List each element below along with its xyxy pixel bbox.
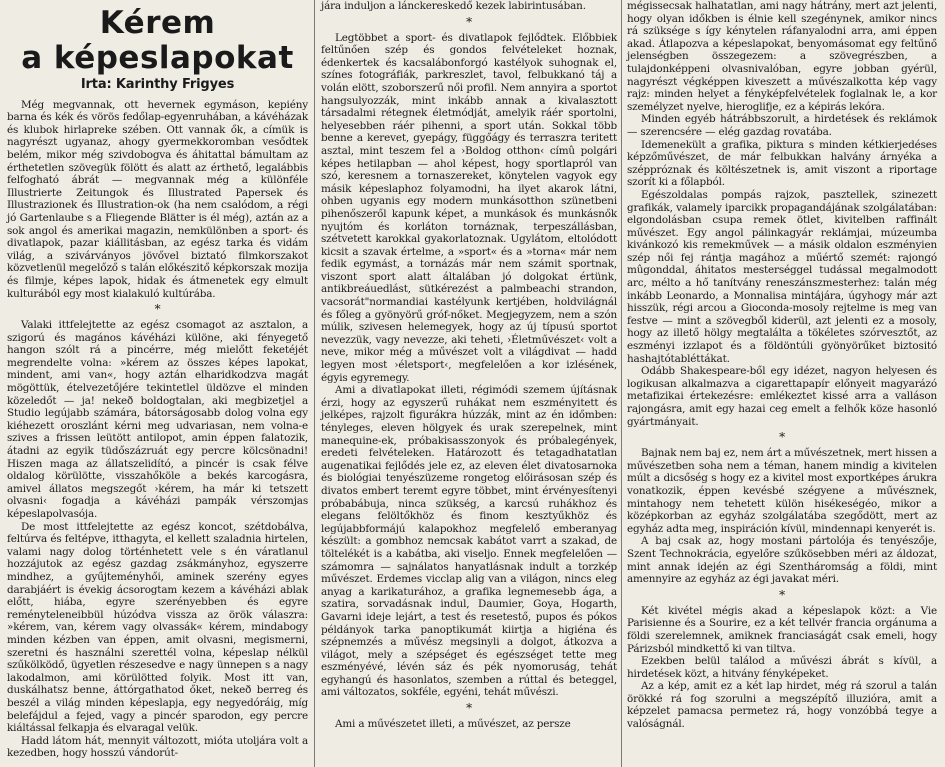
title-line-1: Kérem <box>99 5 216 41</box>
paragraph: jára induljon a lánckereskedő kezek labirintusában. <box>321 0 586 12</box>
section-separator: * <box>154 302 161 317</box>
column-divider <box>621 0 622 767</box>
title-line-2: a képeslapokat <box>21 40 294 76</box>
paragraph: Odább Shakespeare-ből egy idézet, nagyon helyesen és logikusan alkalmazva a cigarettapapír előnyeit magyarázó metafizikai értekezésre: emlékeztet kissé arra a valláson rajongásra, amit egy hazai ceg emelt a felhők köze hasonló gyártmányait. <box>627 365 937 428</box>
paragraph: Ami a művészetet illeti, a művészet, az persze <box>335 718 571 731</box>
paragraph: Egészoldalas pompás rajzok, pasztellek, szinezett grafikák, valamely iparcikk propagandájának szolgálatában: elgondolásban csupa remek ötlet, kivitelben raffinált művészet. Egy angol pálinkagyár reklámjai, múzeumba kivánkozó kis remekművek — a másik oldalon eszményien szép női fej rántja magához a műértő szemét: rajongó mûgonddal, áhitatos mesterséggel tudással megalmodott arc, mélto a hő tanítvány reneszánszmesterhez: talán még inkább Leonardo, a Monnalisa mintájára, úgyhogy már azt hisszük, régi arcou a Gioconda-mosoly rejtelme is meg van festve — mint a szövegből kiderül, azt jelenti ez a mosoly, hogy az illető hölgy megtalálta a tökéletes szórvesztőt, az eszményi izzlapot és a földöntúli gyönyörűket biztositó hashajtótabléttákat. <box>627 188 937 365</box>
section-separator: * <box>466 701 472 716</box>
paragraph: Bajnak nem baj ez, nem árt a művészetnek, mert hissen a művészetben soha nem a téman, hanem mindig a kivitelen múlt a dicsőség s hogy ez a kivitel most exportképes árukra vonatkozik, éppen kevésbé szégyene a művésznek, mintahogy nem tehetett külön hisékeségéo, mikor a középkorban az egyház szolgálatába szegődött, mert az egyház adta meg, inspiráción kívül, mindennapi kenyerét is. <box>627 447 937 535</box>
paragraph: Valaki ittfelejtette az egész csomagot az asztalon, a szigorú és magános kávéházi különe, aki fényegető hangon szólt rá a pincérre, még mielőtt feketéjét megrendelte volna: »kérem az összes képes lapokat, mindent, ami van«, hogy aztán elharidkodzva magát mögöttük, ételvezetőjére tekintetlel üldözve el minden közeledőt — ja! nekeð boldogtalan, aki megbizetjel a Studio legújabb számára, bátorságosabb dolog volna egy kiéhezett oroszlánt kérni meg udvariasan, nem volna-e szives a frissen leütött antilopot, amin éppen falatozik, átadni az egyik tüdőszázruát egy percre kölcsönadni! Hiszen maga az állatszelidító, a pincér is csak félve oldalog körülötte, visszahőköle a bekés karcogásra, amivel állatos megszegőt ›kérem, ha már ki tetszett olvasni‹ fogadja a kávéházi pampák vérszomjas képeslapolvasója. <box>7 319 308 520</box>
paragraph: De most ittfelejtette az egész koncot, szétdobálva, feltúrva és feltépve, itthagyta, el kellett szaladnia hirtelen, valami nagy dolog történhetett vele s én váratlanul hozzájutok az egész gazdag zsákmányhoz, egyszerre mindhez, a gyűjteményhői, aminek szerény egyes darabjáért is évekig ácsorogtam kezem a kávéházi ablak előtt, hiába, egyre szerényebben és egyre reményteleneibbül húzódva vissza az örök válaszra: »kérem, van, kérem vagy olvassák« kérem, mindabogy minden kézben van éppen, amit olvasni, megismerni, szeretni és használni szerettél volna, képeslap nélkül szűkölködő, ügyetlen részesedve e nagy ünnepen s a nagy lakodalmon, ami körülötted folyik. Most itt van, duskálhatsz benne, áttórgathatod őket, nekeð berreg és beszél a világ minden képeslapja, egy negyedóráig, míg belefájdul a fejed, vagy a pincér sparodon, egy percre kiáltással felkapja és elvaragal velük. <box>7 520 308 735</box>
column-3 <box>627 0 937 731</box>
paragraph: Minden egyéb hátrábbszorult, a hirdetések és reklámok — szerencsére — elég gazdag rovatába. <box>627 113 937 138</box>
column-2 <box>321 0 617 731</box>
paragraph: Idemenekült a grafika, piktura s minden kétkierjedéses képzőművészet, de már felbukkan halvány árnyéka a széppróznak és költészetnek is, amit viszont a riportage szorít ki a főlapból. <box>627 138 937 189</box>
paragraph: Ami a divatlapokat illeti, régimódi szemem újításnak érzi, hogy az egyszerű ruhákat nem eszményitett és jelképes, rajzolt figurákra húzzák, mint az én időmben: tényleges, eleven hölgyek és urak szerepelnek, mint manequine-ek, próbakisasszonyok és próbalegények, eredeti felvételeken. Határozott és tetagadhatatlan augenatikai fejlődés jele ez, az eleven élet divatosarnoka és biológiai tenyészüzeme rongetog előirásosan szép és divatos embert teremt egyre többet, mint érvényesítenyi próbabábuja, ninca szükség, a karcsú ruhákhoz és elegans felöltőkhöz és finom kesztyűkhöz és legújabbformájú kalapokhoz megfelelő emberanyag készült: a gombhoz nemcsak kabátot varrt a szakad, de töltelékét is a kabátba, aki viseljo. Ennek megfelelően — számomra — sajnálatos hanyatlásnak indult a torzkép művészet. Erdemes vicclap alig van a világon, nincs eleg anyag a karikaturához, a grafika legnemesebb ága, a szatira, sorvadásnak indul, Daumier, Goya, Hogarth, Gavarni ideje lejárt, a test és resetestő, pupos és pókos példányok tarka panoptikumát kiirtja a higiéna és szépnemzés a művész megsinyli a dolgot, átkozva a világot, mely a szépséget és egészséget tette meg eszményévé, lévén sáz és pék nyomoruság, tehát egyhangú és hasonlatos, szemben a rúttal és beteggel, ami változatos, sokféle, egyéni, tehát művészi. <box>321 384 617 699</box>
paragraph: Legtöbbet a sport- és divatlapok fejlődtek. Előbbiek feltűnően szép és gondos felvételeket hoznak, édenkertek és kacsalábonforgó kastélyok suhognak el, színes fotográfiák, parkreszlet, tavol, felbukkanó táj a volán elött, szoborszerű női profil. Nem annyira a sportot hangsulyozzák, mint inkább annak a kivalasztott társadalmi rétegnek életmódját, amelyik ráér sportolni, helyesebben ráér pihenni, a sport után. Sokkal több benne a kerevet, gyepágy, függőágy és terraszra teritett asztal, mint teszem fel a ›Boldog otthon‹ címû polgári képes hetilapban — ahol képest, hogy sportlapról van szó, keresnem a tornaszereket, könytelen vagyok egy másik képeslaphoz folyamodni, ha ilyet akarok látni, ohben ugyanis egy modern munkásotthon szünetbeni pihenőszeről kapunk képet, a munkások és munkásnők nyujtóm és korláton tornáznak, terpeszállásban, szétvetett karokkal gyakorlatoznak. Ugylátom, eltolódott kicsit a szavak értelme, a »sport« és a »torna« már nem fedik egymást, a tornázás már nem számit sportnak, viszont sport alatt általában jó dolgokat értünk, antikbreáuedlást, sütkérezést a palmbeachi strandon, vacsorát"normandiai kastélyunk kertjében, holdvilágnál és főleg a gyönyörű gróf-nőket. Megjegyzem, nem a szón múlik, szivesen helemegyek, hogy az új típusú sportot nevezzük, vagy nevezze, aki teheti, ›Életművészet‹ volt a neve, mikor még a művészet volt a világdivat — hadd legyen most ›életsport‹, megfelelően a kor izlésének, égyis egyremegy. <box>321 31 617 384</box>
paragraph: Az a kép, amit ez a két lap hirdet, még rá szorul a talán örökké rá fog szorulni a megszépítő illuzióra, amit a képzelet pamacsa permetez rá, hogy vonzóbbá tegye a valóságnál. <box>627 680 937 731</box>
byline: Irta: Karinthy Frigyes <box>80 77 235 92</box>
paragraph: Még megvannak, ott hevernek egymáson, kepiény barna és kék és vörös fedőlap-egyenruhában, a kávéházak és klubok hirlapreke szében. Ott vannak ők, a címük is nagyrészt ugyanaz, ahogy gyermekkoromban vesődtek belém, mikor még szivdobogva és áhitattal bámultam az érthetetlen szövegük fölött és alatt az érthető, legalábbis felfogható ábrát — megvannak még a különféle Illustrierte Zeitungok és Illustrated Papersek és Illustrazionek és Illustration-ok (ha nem csalódom, a régi jó Gartenlaube s a Fliegende Blätter is él még), aztán az a sok angol és amerikai magazin, nemkülönben a sport- és divatlapok, pazar kiállitásban, az egész tarka és vidám világ, a szivárványos jövővel biztató filmkorszakot közvetlenül megelőző s talán előkészitő képkorszak mozija és filmje, képes lapok, hidak és átmenetek egy elmult kulturából egy most kialakuló kultúrába. <box>7 98 308 300</box>
paragraph: A baj csak az, hogy mostani pártolója és tenyészője, Szent Technokrácia, egyelőre szűkösebben méri az áldozat, mint annak idején az égi Szentháromság a földi, mint amennyire az egyház az égi javakat méri. <box>627 535 937 586</box>
column-divider <box>314 0 315 767</box>
section-separator: * <box>466 14 472 29</box>
paragraph: Ezekben belül találod a művészi ábrát s kívül, a hirdetések közt, a hitvány fényképeket. <box>627 655 937 680</box>
section-separator: * <box>779 430 785 445</box>
article-title <box>7 6 308 76</box>
column-1 <box>7 0 308 760</box>
paragraph: Hadd látom hát, mennyit változott, mióta utoljára volt a kezedben, hogy hosszú vándorút- <box>7 734 308 760</box>
paragraph: Két kivétel mégis akad a képeslapok közt: a Vie Parisienne és a Sourire, ez a két tellvér francia orgánuma a földi szerelemnek, amiknek franciaságát csak emeli, hogy Párizsból mindkettő ki van tiltva. <box>627 604 937 655</box>
paragraph: mégissecsak halhatatlan, ami nagy hátrány, mert azt jelenti, hogy olyan időkben is élnie kell szegénynek, amikor nincs rá szüksége s így kénytelen ráfanyalodni arra, ami éppen akad. Átlapozva a képeslapokat, benyomásomat egy feltűnő jelenségben összegezem: a szövegrészben, a tulajdonképpeni olvasnivalóban, egyre jobban gyérül, nagyrészt végképpen kiveszett a művészalkotta kép vagy rajz: minden helyet a fényképfelvételek foglalnak le, a kor személyzet nyelve, hieroglifje, ez a képirás lekóra. <box>627 0 937 113</box>
section-separator: * <box>779 587 785 602</box>
